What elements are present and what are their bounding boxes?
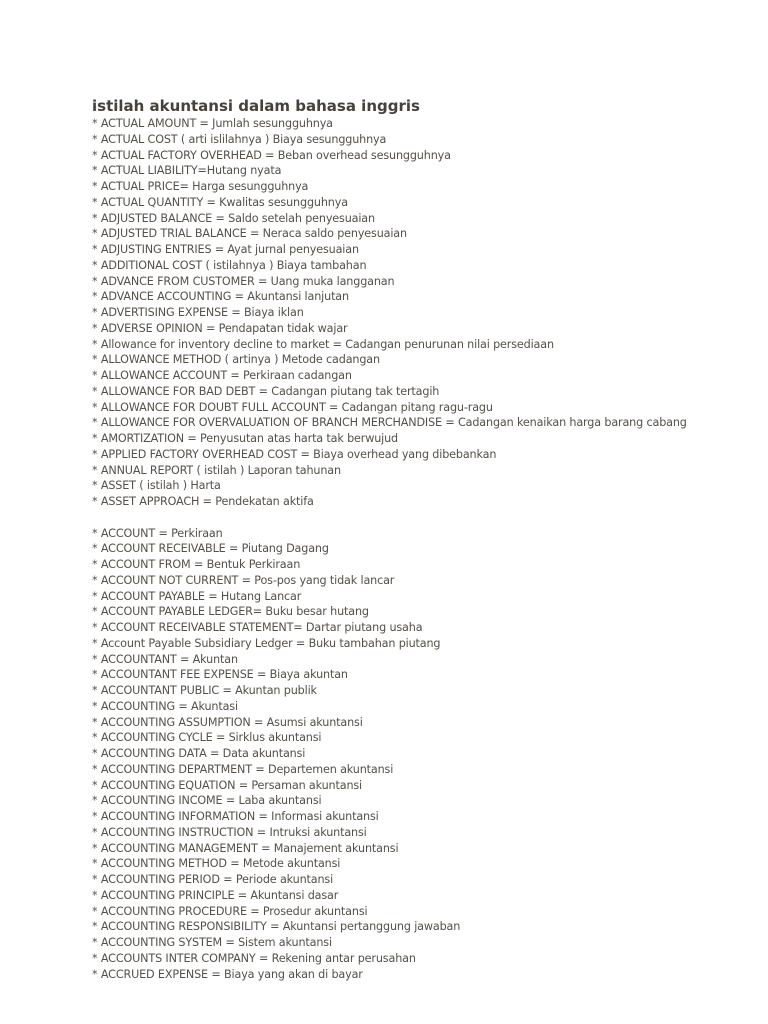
- glossary-entry: * ADJUSTED BALANCE = Saldo setelah penyesuaian: [92, 211, 375, 225]
- glossary-entry: * ACCOUNTING RESPONSIBILITY = Akuntansi pertanggung jawaban: [92, 920, 461, 934]
- glossary-entry: * ADDITIONAL COST ( istilahnya ) Biaya tambahan: [92, 258, 367, 272]
- glossary-entry: * ADJUSTING ENTRIES = Ayat jurnal penyesuaian: [92, 243, 359, 256]
- glossary-entry: * ALLOWANCE ACCOUNT = Perkiraan cadangan: [92, 369, 352, 382]
- glossary-entry: * ACCOUNTS INTER COMPANY = Rekening antar perusahan: [92, 951, 416, 965]
- glossary-entry: * ACCOUNTING MANAGEMENT = Manajement akuntansi: [92, 841, 399, 855]
- glossary-entry: * ALLOWANCE FOR DOUBT FULL ACCOUNT = Cadangan pitang ragu-ragu: [92, 400, 493, 414]
- glossary-entry: * ACTUAL COST ( arti islilahnya ) Biaya sesungguhnya: [92, 132, 387, 146]
- glossary-entry: * ADJUSTED TRIAL BALANCE = Neraca saldo penyesuaian: [92, 227, 407, 241]
- glossary-entry: * ACTUAL QUANTITY = Kwalitas sesungguhnya: [92, 195, 348, 209]
- glossary-entry: * ACCOUNT FROM = Bentuk Perkiraan: [92, 558, 301, 571]
- glossary-entry: * ACTUAL FACTORY OVERHEAD = Beban overhead sesungguhnya: [92, 148, 451, 162]
- term-list-account-accounting: [92, 526, 752, 983]
- glossary-entry: * ACCOUNT RECEIVABLE STATEMENT= Dartar piutang usaha: [92, 621, 423, 634]
- glossary-entry: * ACCOUNT RECEIVABLE = Piutang Dagang: [92, 542, 329, 556]
- glossary-entry: * ADVERSE OPINION = Pendapatan tidak wajar: [92, 321, 348, 335]
- glossary-entry: * ACCOUNTING DEPARTMENT = Departemen akuntansi: [92, 762, 394, 776]
- glossary-entry: * ACTUAL AMOUNT = Jumlah sesungguhnya: [92, 117, 333, 130]
- document-title: istilah akuntansi dalam bahasa inggris: [92, 97, 420, 115]
- glossary-entry: * ACCRUED EXPENSE = Biaya yang akan di bayar: [92, 967, 363, 981]
- glossary-entry: * ADVERTISING EXPENSE = Biaya iklan: [92, 306, 304, 319]
- glossary-entry: * ACCOUNTING INFORMATION = Informasi akuntansi: [92, 810, 379, 823]
- glossary-entry: * ACTUAL PRICE= Harga sesungguhnya: [92, 180, 309, 193]
- glossary-entry: * ACCOUNT NOT CURRENT = Pos-pos yang tidak lancar: [92, 573, 395, 587]
- glossary-entry: * ACCOUNTING ASSUMPTION = Asumsi akuntansi: [92, 715, 363, 729]
- glossary-entry: * ACCOUNTING METHOD = Metode akuntansi: [92, 857, 341, 871]
- glossary-entry: * ASSET ( istilah ) Harta: [92, 479, 221, 493]
- glossary-entry: * AMORTIZATION = Penyusutan atas harta tak berwujud: [92, 432, 399, 445]
- glossary-entry: * ACCOUNTANT FEE EXPENSE = Biaya akuntan: [92, 668, 348, 682]
- glossary-entry: * APPLIED FACTORY OVERHEAD COST = Biaya overhead yang dibebankan: [92, 447, 497, 461]
- glossary-entry: * ACCOUNTING INSTRUCTION = Intruksi akuntansi: [92, 825, 367, 839]
- glossary-entry: * ACCOUNTANT = Akuntan: [92, 652, 238, 666]
- document-body: [92, 96, 752, 982]
- glossary-entry: * ANNUAL REPORT ( istilah ) Laporan tahunan: [92, 463, 341, 477]
- glossary-entry: * ACCOUNTING EQUATION = Persaman akuntansi: [92, 778, 363, 792]
- glossary-entry: * ACCOUNTING PROCEDURE = Prosedur akuntansi: [92, 904, 368, 918]
- glossary-entry: * Allowance for inventory decline to market = Cadangan penurunan nilai persediaan: [92, 337, 554, 351]
- glossary-entry: * ASSET APPROACH = Pendekatan aktifa: [92, 495, 314, 508]
- glossary-entry: * Account Payable Subsidiary Ledger = Buku tambahan piutang: [92, 636, 441, 650]
- glossary-entry: * ACCOUNTING CYCLE = Sirklus akuntansi: [92, 731, 322, 745]
- glossary-entry: * ADVANCE FROM CUSTOMER = Uang muka langganan: [92, 274, 395, 288]
- glossary-entry: * ACCOUNTING DATA = Data akuntansi: [92, 747, 306, 760]
- glossary-entry: * ACCOUNT = Perkiraan: [92, 526, 223, 540]
- glossary-entry: * ACCOUNTING PRINCIPLE = Akuntansi dasar: [92, 888, 339, 902]
- glossary-entry: * ALLOWANCE FOR OVERVALUATION OF BRANCH MERCHANDISE = Cadangan kenaikan harga barang cabang: [92, 416, 687, 430]
- glossary-entry: * ADVANCE ACCOUNTING = Akuntansi lanjutan: [92, 290, 349, 304]
- glossary-entry: * ALLOWANCE FOR BAD DEBT = Cadangan piutang tak tertagih: [92, 384, 440, 398]
- glossary-entry: * ACCOUNTING INCOME = Laba akuntansi: [92, 794, 322, 808]
- term-list-actual-adjusted-allowance-asset: [92, 116, 752, 510]
- glossary-entry: * ACCOUNT PAYABLE = Hutang Lancar: [92, 589, 302, 603]
- glossary-entry: * ACCOUNTING = Akuntasi: [92, 699, 238, 713]
- glossary-entry: * ACCOUNTING PERIOD = Periode akuntansi: [92, 873, 334, 886]
- glossary-entry: * ACCOUNT PAYABLE LEDGER= Buku besar hutang: [92, 605, 369, 619]
- glossary-entry: * ACTUAL LIABILITY=Hutang nyata: [92, 164, 282, 178]
- glossary-entry: * ACCOUNTING SYSTEM = Sistem akuntansi: [92, 936, 332, 949]
- blank-line: [92, 510, 752, 526]
- glossary-entry: * ALLOWANCE METHOD ( artinya ) Metode cadangan: [92, 353, 380, 367]
- glossary-entry: * ACCOUNTANT PUBLIC = Akuntan publik: [92, 684, 317, 697]
